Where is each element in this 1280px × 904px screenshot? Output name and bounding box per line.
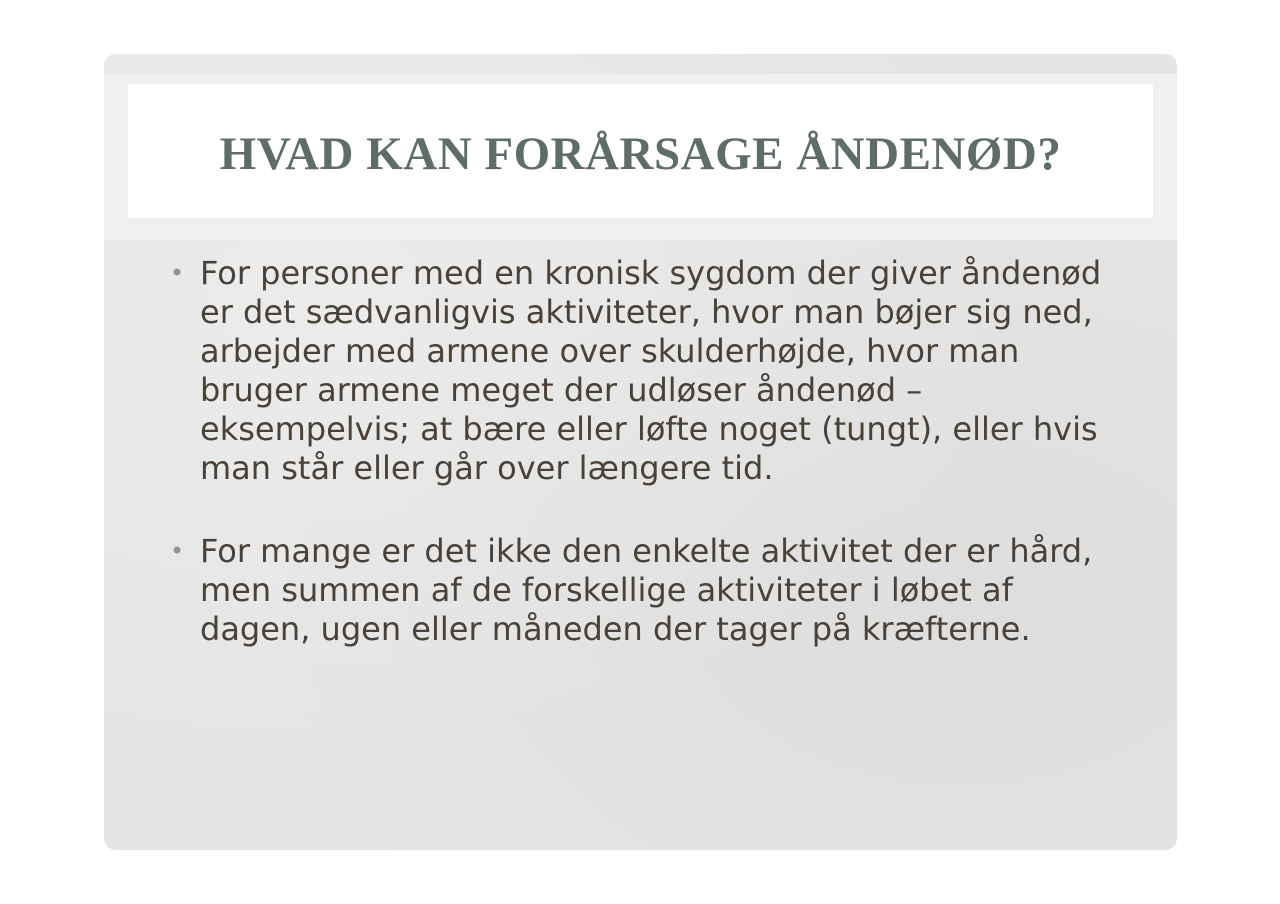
slide: [104, 54, 1177, 850]
slide-title: HVAD KAN FORÅRSAGE ÅNDENØD?: [219, 128, 1062, 180]
bullet-marker: •: [170, 537, 185, 565]
bullet-text: For personer med en kronisk sygdom der giver åndenød er det sædvanligvis aktiviteter, hvor man bøjer sig ned, arbejder med armene over skulderhøjde, hvor man bruger armene meget der udløser åndenød – eksempelvis; at bære eller løfte noget (tungt), eller hvis man står eller går over længere tid.: [200, 254, 1102, 487]
slide-body: [168, 254, 1128, 693]
title-box: [128, 84, 1153, 218]
title-band: [104, 74, 1177, 240]
bullet-text: For mange er det ikke den enkelte aktivitet der er hård, men summen af de forskellige aktiviteter i løbet af dagen, ugen eller måneden der tager på kræfterne.: [200, 532, 1093, 648]
bullet-marker: •: [170, 259, 185, 287]
bullet-item: [168, 532, 1128, 649]
bullet-item: [168, 254, 1128, 488]
